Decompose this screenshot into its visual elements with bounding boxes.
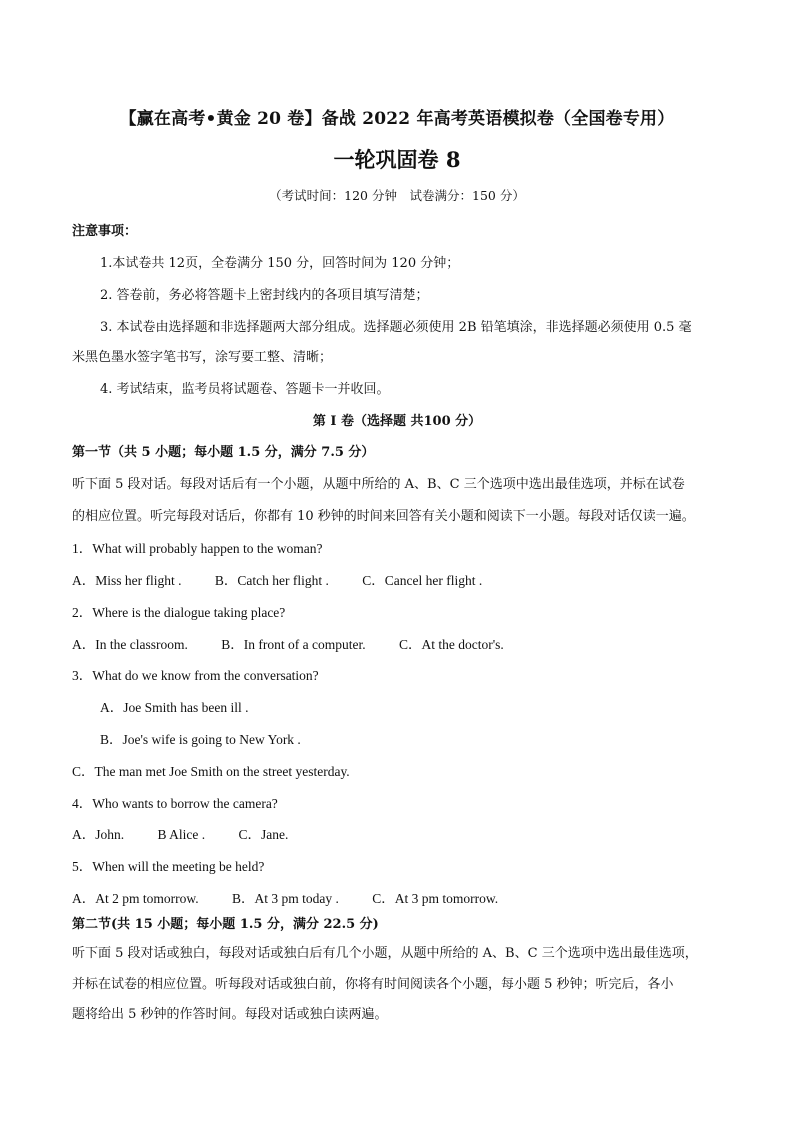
option-c: C．Cancel her flight . (362, 573, 483, 588)
option-a: A．Miss her flight . (72, 573, 182, 588)
section2-instruction: 听下面 5 段对话或独白，每段对话或独白后有几个小题，从题中所给的 A、B、C 三个选项中选出最佳选项， (72, 946, 698, 961)
section2-instruction: 题将给出 5 秒钟的作答时间。每段对话或独白读两遍。 (72, 1007, 388, 1022)
question-options (72, 633, 504, 653)
part1-heading: 第 I 卷（选择题 共100 分） (312, 414, 482, 429)
option-c: C．The man met Joe Smith on the street yesterday. (72, 764, 350, 779)
notes-item: 2. 答卷前，务必将答题卡上密封线内的各项目填写清楚； (100, 288, 429, 303)
question-options (72, 887, 498, 907)
question-text: 2．Where is the dialogue taking place? (72, 605, 286, 620)
option-a: A．In the classroom. (72, 637, 188, 652)
section1-heading: 第一节（共 5 小题；每小题 1.5 分，满分 7.5 分） (72, 445, 375, 460)
question-options (72, 569, 482, 589)
exam-title: 【赢在高考•黄金 20 卷】备战 2022 年高考英语模拟卷（全国卷专用） (119, 109, 675, 129)
section2-heading: 第二节(共 15 小题；每小题 1.5 分，满分 22.5 分) (72, 917, 379, 932)
option-a: A．Joe Smith has been ill . (100, 700, 249, 715)
option-c: C．At the doctor's. (398, 637, 504, 652)
option-b: B Alice . (157, 827, 206, 842)
option-b: B．Catch her flight . (214, 573, 329, 588)
notes-item: 3. 本试卷由选择题和非选择题两大部分组成。选择题必须使用 2B 铅笔填涂，非选择题必须使用 0.5 毫 (100, 320, 692, 335)
exam-subtitle: 一轮巩固卷 8 (333, 147, 461, 172)
option-c: C．Jane. (238, 827, 289, 842)
option-b: B．At 3 pm today . (232, 891, 339, 906)
section1-instruction: 听下面 5 段对话。每段对话后有一个小题，从题中所给的 A、B、C 三个选项中选出最佳选项，并标在试卷 (72, 477, 685, 492)
notes-heading: 注意事项： (72, 224, 138, 239)
option-b: B．In front of a computer. (221, 637, 366, 652)
notes-item: 1.本试卷共 12页，全卷满分 150 分，回答时间为 120 分钟； (100, 256, 460, 271)
option-c: C．At 3 pm tomorrow. (372, 891, 499, 906)
question-options (72, 823, 288, 843)
question-text: 4．Who wants to borrow the camera? (72, 796, 278, 811)
exam-time-info: （考试时间：120 分钟 试卷满分：150 分） (269, 188, 525, 203)
question-text: 3．What do we know from the conversation? (72, 668, 319, 683)
question-text: 5．When will the meeting be held? (72, 859, 265, 874)
question-text: 1．What will probably happen to the woman? (72, 541, 323, 556)
section2-instruction: 并标在试卷的相应位置。听每段对话或独白前，你将有时间阅读各个小题，每小题 5 秒钟；听完后，各小 (72, 977, 674, 992)
notes-item: 4. 考试结束，监考员将试题卷、答题卡一并收回。 (100, 382, 390, 397)
notes-item: 米黑色墨水签字笔书写，涂写要工整、清晰； (72, 350, 333, 365)
option-a: A．John. (72, 827, 125, 842)
option-b: B．Joe's wife is going to New York . (100, 732, 301, 747)
option-a: A．At 2 pm tomorrow. (72, 891, 199, 906)
section1-instruction: 的相应位置。听完每段对话后，你都有 10 秒钟的时间来回答有关小题和阅读下一小题。每段对话仅读一遍。 (72, 509, 695, 524)
